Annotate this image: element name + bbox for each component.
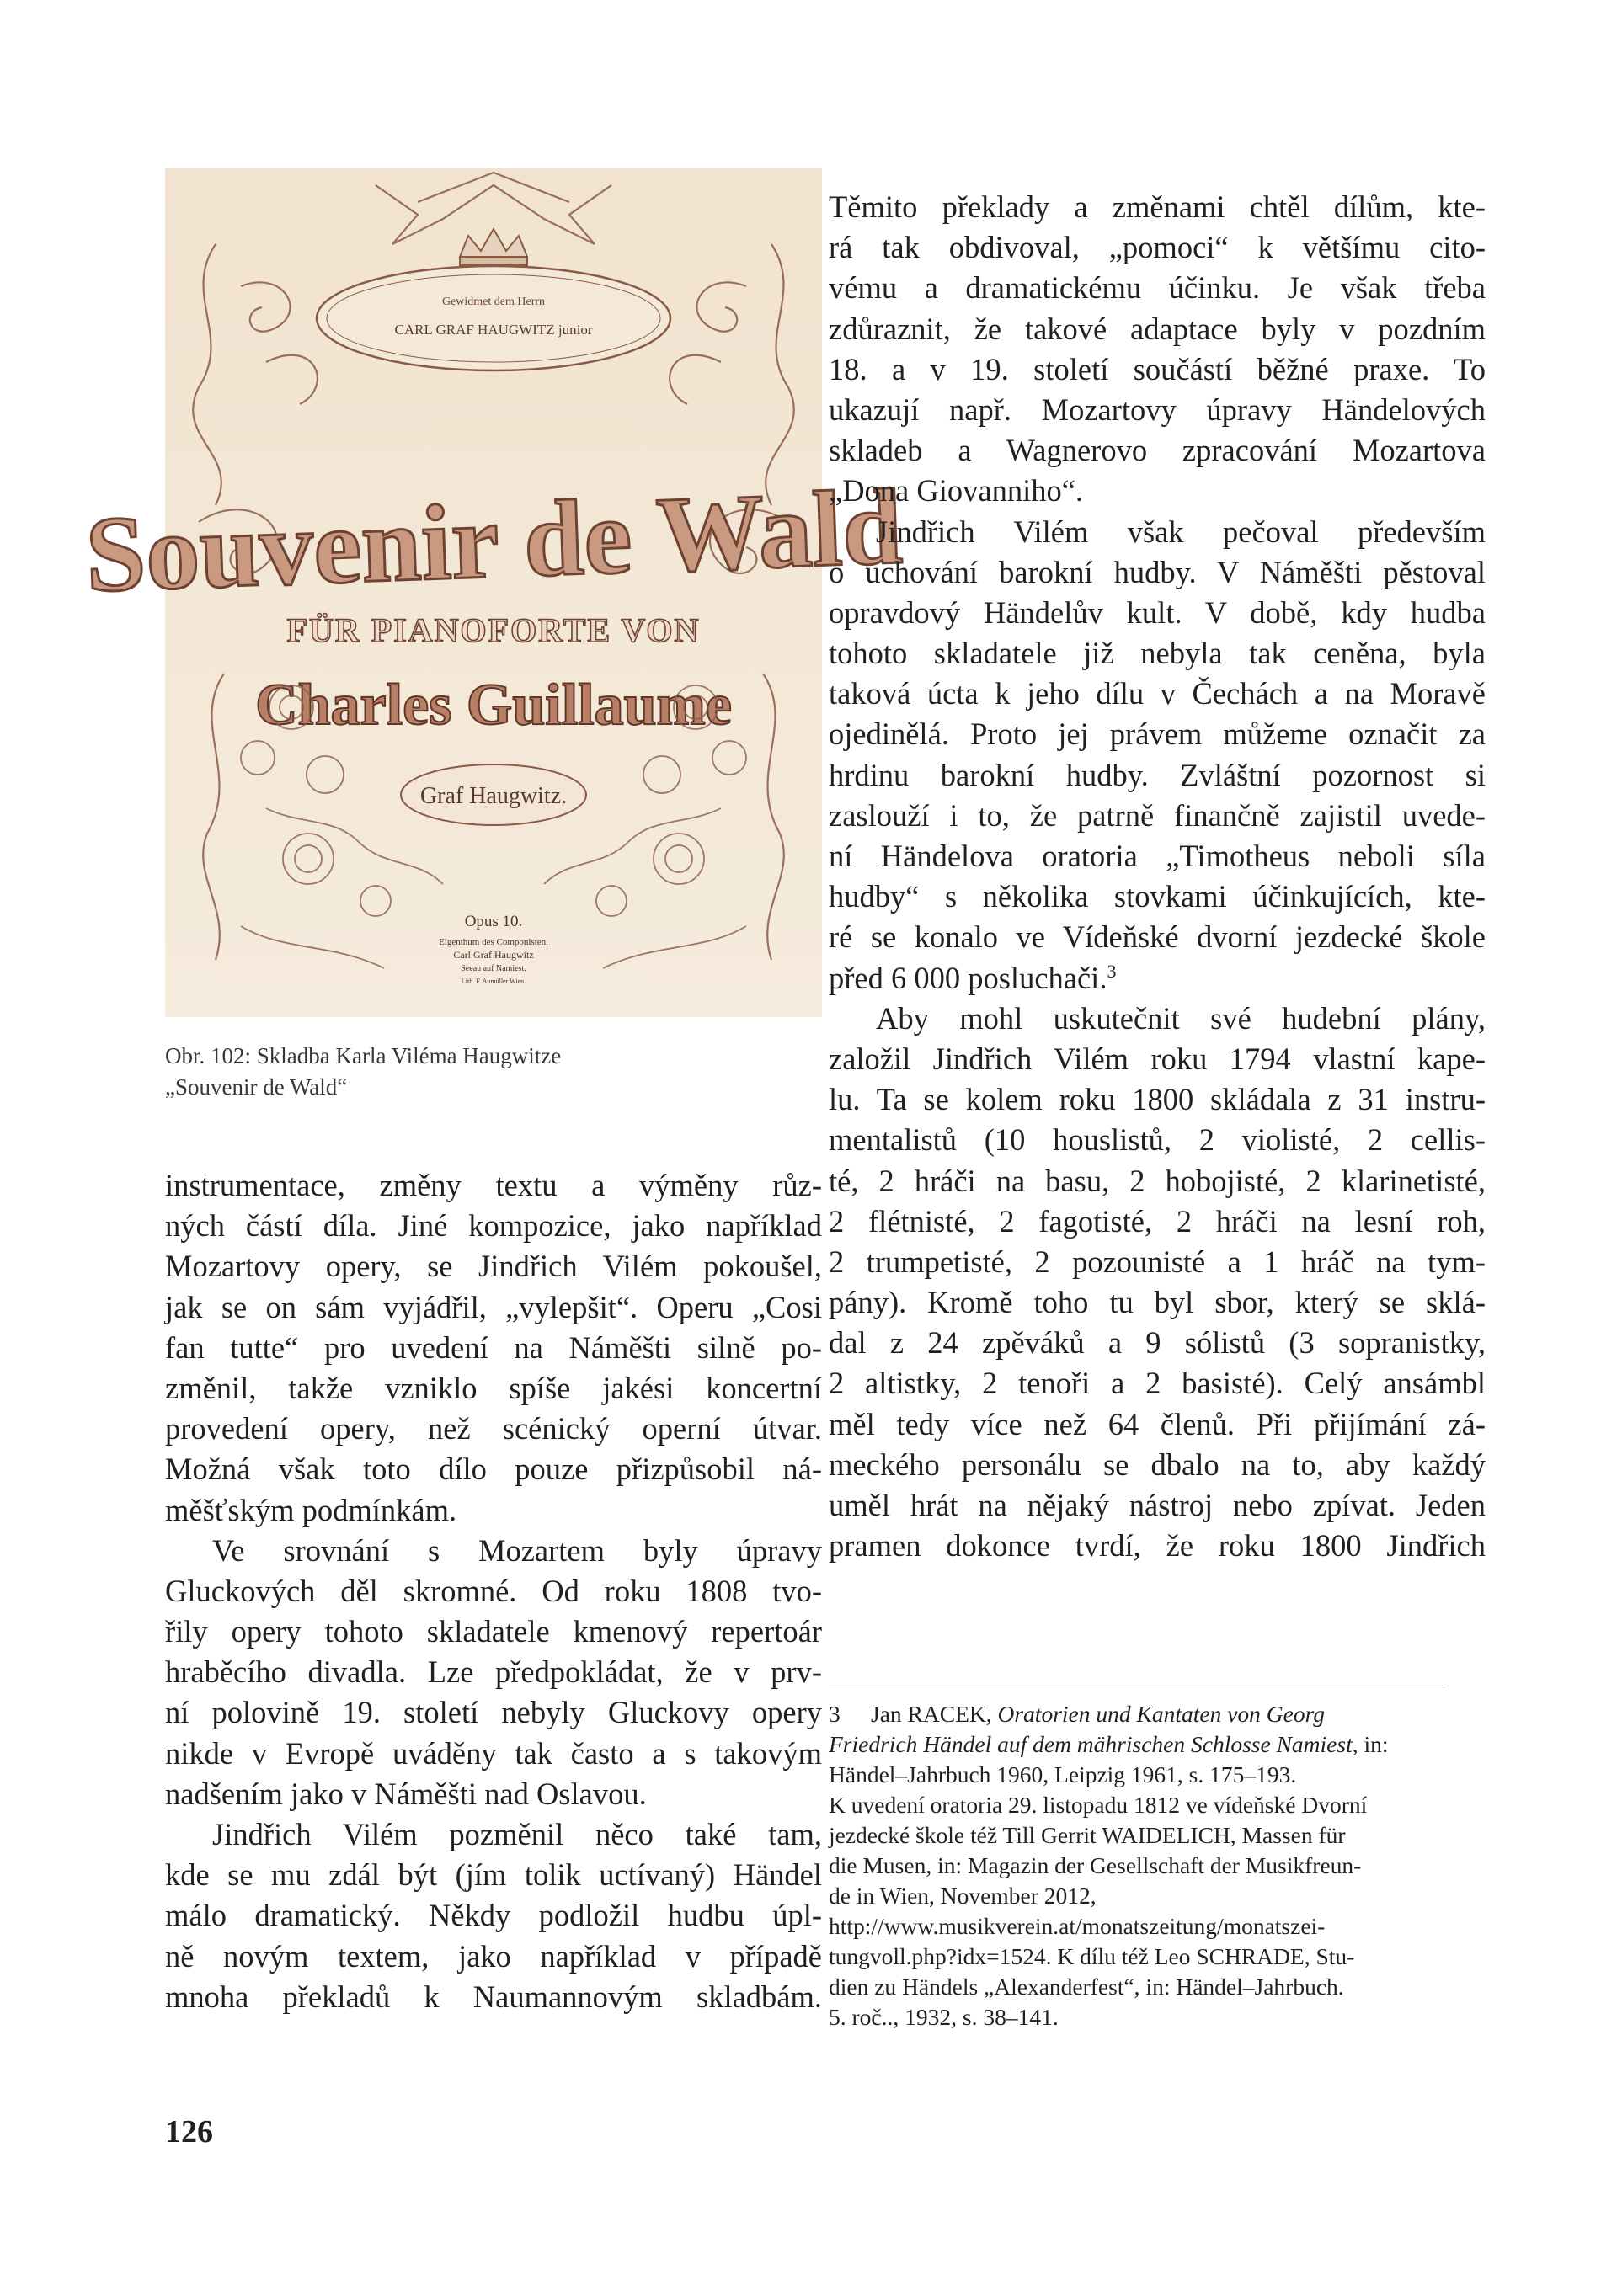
text-line: hrdinu barokní hudby. Zvláštní pozornost si (829, 757, 1486, 792)
text-line: založil Jindřich Vilém roku 1794 vlastní kape- (829, 1041, 1486, 1076)
text-line: 2 altistky, 2 tenoři a 2 basisté). Celý ansámbl (829, 1366, 1486, 1401)
footnote-line (829, 1729, 1452, 1760)
footnote-line: Händel–Jahrbuch 1960, Leipzig 1961, s. 175–193. (829, 1761, 1297, 1787)
cover-publisher-3: Seeau auf Namiest. (461, 964, 526, 973)
footnote-line: die Musen, in: Magazin der Gesellschaft der Musikfreun- (829, 1852, 1362, 1878)
text-line: rá tak obdivoval, „pomoci“ k většímu cito- (829, 230, 1486, 265)
footnote-line: jezdecké škole též Till Gerrit WAIDELICH, Massen für (829, 1822, 1346, 1848)
cover-publisher-2: Carl Graf Haugwitz (453, 949, 534, 961)
footnote-reference[interactable]: 3 (1107, 960, 1117, 982)
text-line: tohoto skladatele již nebyla tak ceněna, byla (829, 636, 1486, 671)
text-line: nadšením jako v Náměšti nad Oslavou. (165, 1776, 647, 1811)
text-line: mentalistů (10 houslistů, 2 violisté, 2 cellis- (829, 1122, 1486, 1158)
text-line: měšťským podmínkám. (165, 1492, 457, 1527)
text-line: 2 flétnisté, 2 fagotisté, 2 hráči na lesní roh, (829, 1203, 1486, 1239)
cover-composer: Charles Guillaume (255, 673, 732, 738)
caption-line: „Souvenir de Wald“ (165, 1074, 348, 1100)
text-line: Ve srovnání s Mozartem byly úpravy (212, 1532, 822, 1568)
text-line: dal z 24 zpěváků a 9 sólistů (3 sopranistky, (829, 1325, 1486, 1361)
text-line: málo dramatický. Někdy podložil hudbu úpl- (165, 1898, 822, 1933)
cover-title: Souvenir de Wald (83, 466, 905, 615)
footnote-line: 5. roč.., 1932, s. 38–141. (829, 2004, 1059, 2030)
footnote-number: 3 (829, 1701, 841, 1727)
text-line: uměl hrát na nějaký nástroj nebo zpívat. Jeden (829, 1488, 1486, 1522)
text-line: ré se konalo ve Vídeňské dvorní jezdecké škole (829, 919, 1486, 955)
text-line: ukazují např. Mozartovy úpravy Händelových (829, 392, 1486, 427)
cover-publisher-1: Eigenthum des Componisten. (439, 937, 548, 947)
text-line: opravdový Händelův kult. V době, kdy hudba (829, 594, 1486, 630)
footnote-author: Jan RACEK, (871, 1701, 998, 1727)
text-line: mnoha překladů k Naumannovým skladbám. (165, 1979, 822, 2014)
right-column-text (829, 187, 1486, 1566)
cover-publisher-4: Lith. F. Aumüller Wien. (461, 978, 526, 985)
text-line: Gluckových děl skromné. Od roku 1808 tvo- (165, 1573, 822, 1608)
dedication-line-1: Gewidmet dem Herrn (441, 296, 546, 308)
text-line: hraběcího divadla. Lze předpokládat, že v prv- (165, 1654, 822, 1690)
text-line: ojedinělá. Proto jej právem můžeme označit za (829, 717, 1486, 752)
footnote-line: de in Wien, November 2012, (829, 1883, 1097, 1909)
text-line: měl tedy více než 64 členů. Při přijímání zá- (829, 1406, 1486, 1441)
cover-subtitle: FÜR PIANOFORTE VON (286, 611, 701, 649)
text-line: jak se on sám vyjádřil, „vylepšit“. Operu „Cosi (165, 1289, 822, 1324)
text-line: zdůraznit, že takové adaptace byly v pozdním (829, 311, 1486, 346)
text-line: instrumentace, změny textu a výměny růz- (165, 1168, 822, 1202)
text-line: Těmito překlady a změnami chtěl dílům, kte- (829, 189, 1486, 224)
text-line: zaslouží i to, že patrně finančně zajistil uvede- (829, 797, 1486, 833)
footnote-url-line[interactable]: http://www.musikverein.at/monatszeitung/monatszei- (829, 1913, 1326, 1939)
sheet-music-cover-image (83, 168, 905, 1017)
footnotes (829, 1699, 1452, 2032)
text-line: lu. Ta se kolem roku 1800 skládala z 31 instru- (829, 1082, 1486, 1117)
text-line: pramen dokonce tvrdí, že roku 1800 Jindřich (829, 1528, 1486, 1564)
text-line: provedení opery, než scénický operní útvar. (165, 1411, 822, 1446)
footnote-line: tungvoll.php?idx=1524. K dílu též Leo SCHRADE, Stu- (829, 1943, 1355, 1969)
text-line: skladeb a Wagnerovo zpracování Mozartova (829, 433, 1486, 468)
text-line: Jindřich Vilém však pečoval především (876, 514, 1486, 549)
text-line: ní polovině 19. století nebyly Gluckovy opery (165, 1695, 822, 1730)
footnote-work-title: Oratorien und Kantaten von Georg (997, 1701, 1326, 1727)
text-line: o uchování barokní hudby. V Náměšti pěstoval (829, 554, 1486, 589)
footnote-line (829, 1699, 1452, 1729)
footnote-work-title: Friedrich Händel auf dem mährischen Schlosse Namiest (829, 1731, 1353, 1757)
dedication-cartouche (317, 266, 670, 370)
figure-caption (165, 1041, 822, 1103)
caption-line: Obr. 102: Skladba Karla Viléma Haugwitze (165, 1043, 562, 1068)
text-line: nikde v Evropě uváděny tak často a s takovým (165, 1735, 822, 1771)
text-line: změnil, takže vzniklo spíše jakési koncertní (165, 1370, 822, 1405)
text-line-with-footnote (829, 958, 1486, 999)
text-line: ní Händelova oratoria „Timotheus neboli síla (829, 839, 1486, 873)
footnote-text: , in: (1352, 1731, 1389, 1757)
text-line: Jindřich Vilém pozměnil něco také tam, (212, 1817, 822, 1851)
text-line: ných částí díla. Jiné kompozice, jako například (165, 1208, 822, 1244)
text-line: pány). Kromě toho tu byl sbor, který se sklá- (829, 1285, 1486, 1320)
text-line: fan tutte“ pro uvedení na Náměšti silně po- (165, 1329, 822, 1365)
page-number: 126 (165, 2114, 213, 2150)
left-column-text (165, 1165, 822, 2017)
footnote-line: dien zu Händels „Alexanderfest“, in: Händel–Jahrbuch. (829, 1974, 1344, 2000)
text-line: před 6 000 posluchači. (829, 960, 1107, 995)
text-line: taková úcta k jeho dílu v Čechách a na Moravě (829, 676, 1486, 711)
text-line: té, 2 hráči na basu, 2 hobojisté, 2 klarinetisté, (829, 1163, 1486, 1198)
text-line: „Dona Giovanniho“. (829, 473, 1084, 509)
dedication-line-2: CARL GRAF HAUGWITZ junior (394, 322, 593, 338)
text-line: Mozartovy opery, se Jindřich Vilém pokoušel, (165, 1249, 822, 1284)
text-line: vému a dramatickému účinku. Je však třeba (829, 270, 1486, 306)
text-line: Možná však toto dílo pouze přizpůsobil ná- (165, 1452, 822, 1487)
cover-illustration (83, 168, 905, 1017)
text-line: meckého personálu se dbalo na to, aby každý (829, 1446, 1486, 1482)
text-line: 18. a v 19. století součástí běžné praxe. To (829, 351, 1486, 386)
text-line: kde se mu zdál být (jím tolik uctívaný) Händel (165, 1857, 822, 1893)
text-line: Aby mohl uskutečnit své hudební plány, (876, 1000, 1486, 1036)
text-line: ně novým textem, jako například v případě (165, 1938, 822, 1974)
text-line: řily opery tohoto skladatele kmenový repertoár (165, 1614, 822, 1649)
footnote-line: K uvedení oratoria 29. listopadu 1812 ve vídeňské Dvorní (829, 1792, 1368, 1818)
cover-composer-title: Graf Haugwitz. (419, 783, 568, 809)
cover-opus: Opus 10. (464, 913, 523, 930)
text-line: 2 trumpetisté, 2 pozounisté a 1 hráč na tym- (829, 1244, 1486, 1279)
text-line: hudby“ s několika stovkami účinkujících, kte- (829, 879, 1486, 914)
